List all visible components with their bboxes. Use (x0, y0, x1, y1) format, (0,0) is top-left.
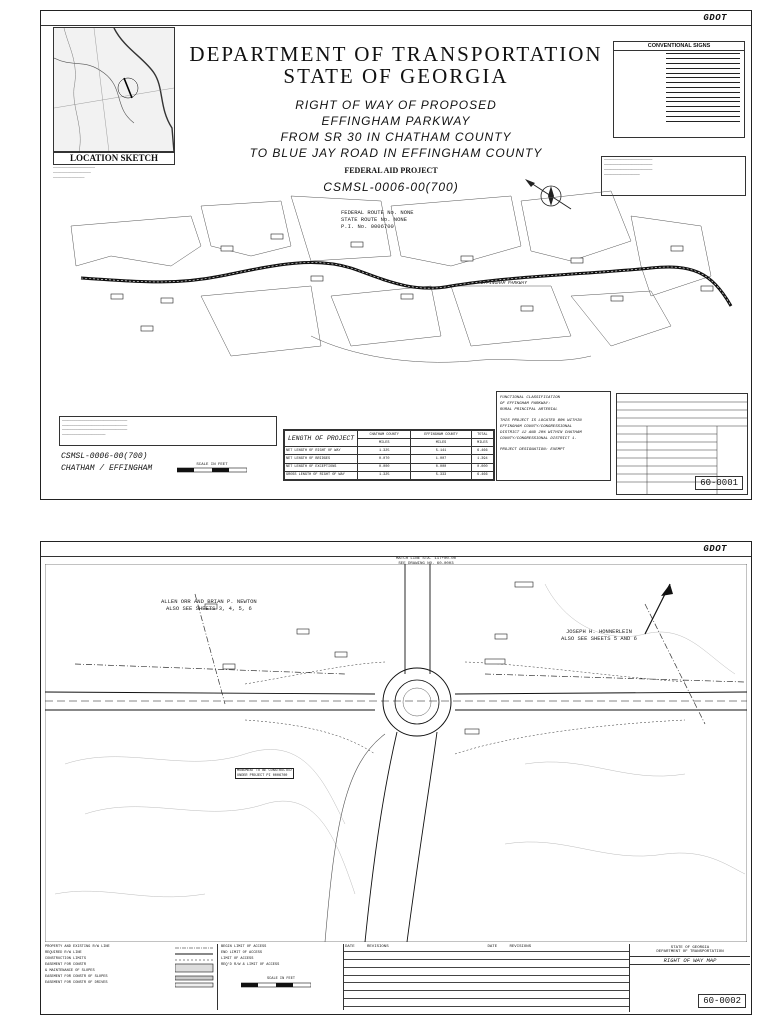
project-number: CSMSL-0006-00(700) (323, 180, 459, 194)
cell: 0.000 (411, 463, 471, 471)
cell: 0.070 (358, 455, 411, 463)
cell: 5.141 (411, 447, 471, 455)
legend-item: END LIMIT OF ACCESS (221, 951, 262, 955)
units: MILES (471, 439, 493, 447)
subtitle-line: EFFINGHAM PARKWAY (321, 114, 471, 128)
conventional-signs-legend (613, 41, 745, 138)
conventional-signs-title: CONVENTIONAL SIGNS (614, 42, 744, 51)
district-line: THIS PROJECT IS LOCATED 80% WITHIN (500, 419, 582, 423)
match-line-sub: SEE DRAWING NO. 60-0003 (398, 562, 454, 566)
monument-line: UNDER PROJECT PI 0006700 (237, 773, 288, 778)
tb-title: RIGHT OF WAY MAP (630, 956, 750, 965)
func-line: OF EFFINGHAM PARKWAY: (500, 402, 551, 406)
general-note-box: ─────────────────────── ─────────────────────── ─────────────────────── ───────────────── (601, 156, 746, 196)
sheet-number: 60-0002 (698, 994, 746, 1008)
legend-item: BEGIN LIMIT OF ACCESS (221, 945, 267, 949)
legend-item: EASEMENT FOR CONSTR OF SLOPES (45, 975, 108, 979)
length-of-project-label: LENGTH OF PROJECT (285, 431, 358, 447)
scale-bar (177, 463, 247, 475)
legend-item: PROPERTY AND EXISTING R/W LINE (45, 945, 110, 949)
department-title (171, 43, 621, 87)
route-plan-drawing (51, 186, 751, 386)
col-header: TOTAL (471, 431, 493, 439)
legend-item: REQ'D R/W & LIMIT OF ACCESS (221, 963, 280, 967)
row-map-sheet (40, 541, 752, 1015)
units: MILES (411, 439, 471, 447)
rev-date-header: DATE (344, 944, 366, 951)
monument-line: MONUMENT TO BE CONSTRUCTED (237, 769, 292, 773)
location-sketch-map (53, 27, 175, 153)
rev-header: REVISIONS (509, 944, 630, 951)
disclaimer-box: ───────────────────────────────── ───────────────────────────────── ───────────────────────────────── ────────────────────── (59, 416, 277, 446)
legend-item: & MAINTENANCE OF SLOPES (45, 969, 95, 973)
revisions-table (343, 944, 629, 1010)
cell: 0.000 (471, 463, 493, 471)
owner-right-sub: ALSO SEE SHEETS 5 AND 6 (561, 635, 637, 642)
cell: 6.466 (471, 447, 493, 455)
subtitle-line: TO BLUE JAY ROAD IN EFFINGHAM COUNTY (249, 146, 543, 160)
legend-mid (217, 944, 341, 1010)
sheet-header-strip (41, 542, 751, 557)
col-header: CHATHAM COUNTY (358, 431, 411, 439)
title-line-1: DEPARTMENT OF TRANSPORTATION (189, 42, 603, 66)
col-header: EFFINGHAM COUNTY (411, 431, 471, 439)
pi-number: P.I. No. 0006700 (341, 223, 394, 230)
bottom-project-info (61, 451, 152, 475)
row-label: NET LENGTH OF BRIDGES (285, 455, 358, 463)
title-line-2: STATE OF GEORGIA (283, 64, 509, 88)
func-line: FUNCTIONAL CLASSIFICATION (500, 396, 561, 400)
sheet-header-strip (41, 11, 751, 26)
owner-right (561, 628, 637, 642)
cell: 1.325 (358, 471, 411, 479)
gdot-logo: GDOT (703, 13, 727, 23)
subtitle-line: RIGHT OF WAY OF PROPOSED (295, 98, 497, 112)
sheet-number: 60-0001 (695, 476, 743, 490)
cell: 1.325 (358, 447, 411, 455)
row-label: GROSS LENGTH OF RIGHT OF WAY (285, 471, 358, 479)
scale-label: SCALE IN FEET (266, 977, 296, 981)
legend-item: REQUIRED R/W LINE (45, 951, 82, 955)
tb-dept: DEPARTMENT OF TRANSPORTATION (656, 950, 724, 954)
state-route: STATE ROUTE No. NONE (341, 216, 408, 223)
cover-sheet (40, 10, 752, 500)
cell: 1.394 (471, 455, 493, 463)
monument-note (235, 768, 294, 779)
owner-left-sub: ALSO SEE SHEETS 3, 4, 5, 6 (165, 605, 252, 612)
subtitle-line: FROM SR 30 IN CHATHAM COUNTY (280, 130, 512, 144)
project-subtitle (221, 97, 571, 161)
units: MILES (358, 439, 411, 447)
road-label: EFFINGHAM PARKWAY (481, 281, 527, 286)
district-line: DISTRICT 12 AND 20% WITHIN CHATHAM (500, 431, 582, 435)
legend-item: EASEMENT FOR CONSTR (45, 963, 86, 967)
legend-swatches (175, 946, 215, 990)
owner-left (161, 598, 257, 612)
bottom-counties: CHATHAM / EFFINGHAM (61, 464, 153, 473)
legend-item: LIMIT OF ACCESS (221, 957, 254, 961)
scale-label: SCALE IN FEET (196, 463, 228, 467)
owner-right-name: JOSEPH H. HONNERLEIN (565, 628, 632, 635)
cell: 6.466 (471, 471, 493, 479)
federal-aid-label: FEDERAL AID PROJECT (344, 166, 438, 175)
rev-date-header: DATE (487, 944, 509, 951)
cell: 0.000 (358, 463, 411, 471)
district-line: EFFINGHAM COUNTY/CONGRESSIONAL (500, 425, 573, 429)
row-label: NET LENGTH OF EXCEPTIONS (285, 463, 358, 471)
cell: 5.333 (411, 471, 471, 479)
title-block (616, 393, 748, 495)
location-sketch-notes: ──────────────────── ────────────────── ─────────────── (53, 167, 96, 181)
district-line: COUNTY/CONGRESSIONAL DISTRICT 1. (500, 437, 577, 441)
intersection-plan-drawing (45, 564, 747, 942)
cell: 1.007 (411, 455, 471, 463)
legend-item: EASEMENT FOR CONSTR OF DRIVES (45, 981, 108, 985)
legend-item: CONSTRUCTION LIMITS (45, 957, 86, 961)
table-row (285, 471, 494, 479)
func-line: RURAL PRINCIPAL ARTERIAL (500, 408, 558, 412)
table-row (285, 455, 494, 463)
designation: PROJECT DESIGNATION: EXEMPT (500, 448, 565, 452)
functional-classification-box (496, 391, 611, 481)
row-label: NET LENGTH OF RIGHT OF WAY (285, 447, 358, 455)
bottom-project-number: CSMSL-0006-00(700) (61, 452, 148, 461)
tb-state: STATE OF GEORGIA (670, 946, 710, 950)
federal-route: FEDERAL ROUTE No. NONE (341, 209, 414, 216)
match-line: MATCH LINE STA. 117+00.00 (396, 557, 457, 561)
table-row (285, 463, 494, 471)
title-block (629, 944, 750, 1012)
rev-header: REVISIONS (366, 944, 487, 951)
length-of-project-table (283, 429, 495, 481)
gdot-logo: GDOT (703, 544, 727, 554)
location-sketch-label: LOCATION SKETCH (53, 151, 175, 165)
table-row (285, 447, 494, 455)
owner-left-name: ALLEN ORR AND BRIAN P. NEWTON (161, 598, 257, 605)
